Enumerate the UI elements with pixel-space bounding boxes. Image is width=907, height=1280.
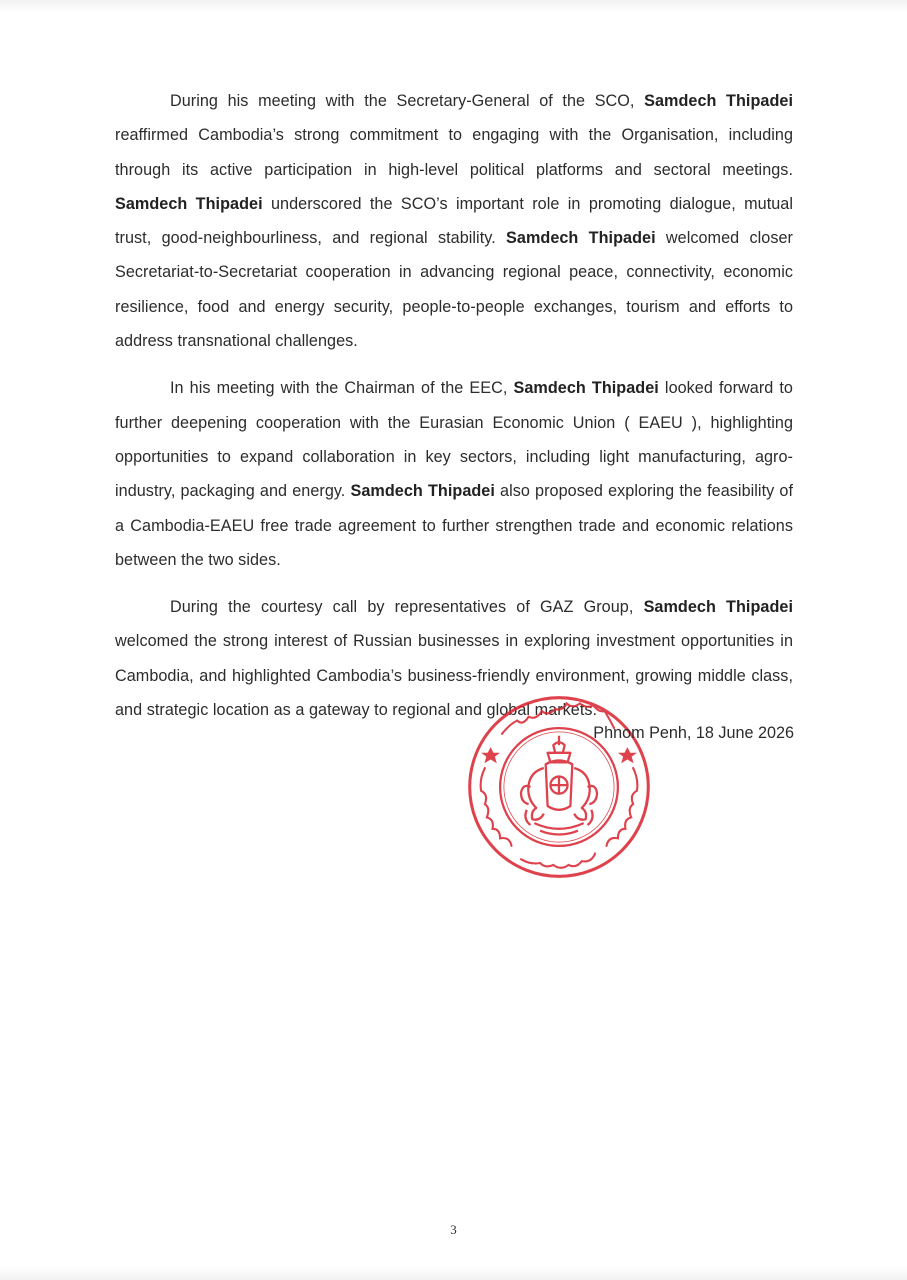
- scan-bottom-shade: [0, 1266, 907, 1280]
- bold-name-run: Samdech Thipadei: [115, 194, 263, 213]
- bold-name-run: Samdech Thipadei: [513, 379, 659, 398]
- bold-name-run: Samdech Thipadei: [350, 482, 495, 501]
- text-run: During the courtesy call by representatives of GAZ Group,: [170, 598, 644, 617]
- text-run: also proposed exploring the feasibility of a Cambodia-EAEU free trade agreement to further strengthen trade and economic relations between the two sides.: [115, 482, 793, 569]
- text-run: During his meeting with the Secretary-General of the SCO,: [170, 92, 645, 110]
- text-run: welcomed closer Secretariat-to-Secretariat cooperation in advancing regional peace, connectivity, economic resilience, food and energy security, people-to-people exchanges, tourism and efforts to address transnational challenges.: [115, 229, 793, 351]
- page-number: 3: [450, 1222, 457, 1237]
- body-text: [115, 84, 793, 727]
- seal-emblem: [521, 736, 597, 835]
- paragraph-sco-meeting: [115, 84, 793, 358]
- bold-name-run: Samdech Thipadei: [506, 229, 656, 248]
- paragraph-gaz-courtesy-call: [115, 590, 793, 727]
- text-run: reaffirmed Cambodia’s strong commitment to engaging with the Organisation, including through its active participation in high-level political platforms and sectoral meetings.: [115, 126, 793, 179]
- text-run: underscored the SCO’s important role in promoting dialogue, mutual trust, good-neighbourliness, and regional stability.: [115, 194, 794, 248]
- text-run: welcomed the strong interest of Russian businesses in exploring investment opportunities in Cambodia, and highlighted Cambodia’s business-friendly environment, growing middle class, and strategic location as a gateway to regional and global markets.: [115, 632, 793, 720]
- date-line: Phnom Penh, 18 June 2026: [593, 724, 794, 742]
- text-run: In his meeting with the Chairman of the EEC,: [170, 379, 514, 398]
- paragraph-eec-meeting: [115, 371, 793, 577]
- bold-name-run: Samdech Thipadei: [643, 598, 793, 617]
- scan-top-shade: [0, 0, 907, 12]
- bold-name-run: Samdech Thipadei: [644, 92, 794, 110]
- text-run: looked forward to further deepening cooperation with the Eurasian Economic Union ( EAEU ), highlighting opportunities to expand collaboration in key sectors, including light manufacturing, agro-industry, packaging and energy.: [115, 379, 793, 501]
